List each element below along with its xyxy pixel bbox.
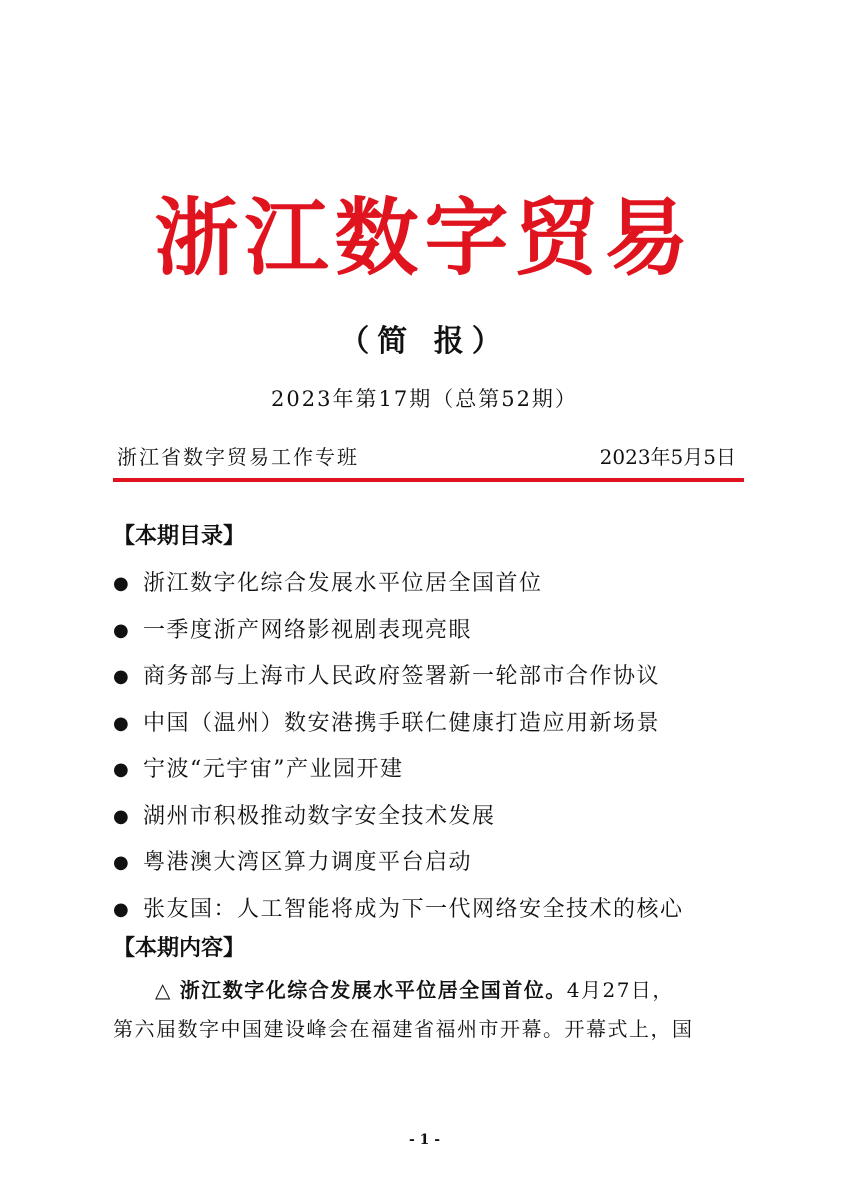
bullet-dot-icon: ● [113,619,131,641]
bullet-dot-icon: ● [113,573,131,594]
bullet-dot-icon: ● [113,712,131,734]
toc-item[interactable] [113,799,753,846]
toc-item[interactable] [113,659,753,706]
toc-heading: 【本期目录】 [113,524,246,549]
triangle-icon: △ [155,978,172,1002]
issue-number: 2023年第17期（总第52期） [271,387,578,411]
bullet-dot-icon: ● [113,898,131,920]
page-number: - 1 - [408,1132,441,1148]
bullet-dot-icon: ● [113,759,131,780]
masthead-title: 浙江数字贸易 [154,188,695,287]
bulletin-subtitle: （简 报） [339,324,510,359]
table-of-contents [113,566,753,938]
red-divider [113,478,744,482]
content-heading: 【本期内容】 [113,936,246,961]
article-lead-paragraph [113,975,745,1005]
bullet-dot-icon: ● [113,666,131,687]
toc-item-label: 中国（温州）数安港携手联仁健康打造应用新场景 [143,710,661,736]
toc-item-label: 浙江数字化综合发展水平位居全国首位 [143,571,543,596]
issuer: 浙江省数字贸易工作专班 [117,445,359,469]
toc-item[interactable] [113,613,753,660]
toc-item[interactable] [113,752,753,799]
toc-item[interactable] [113,566,753,613]
toc-item-label: 一季度浙产网络影视剧表现亮眼 [143,617,473,643]
toc-item-label: 宁波“元宇宙”产业园开建 [143,757,404,782]
toc-item[interactable] [113,706,753,753]
article-title: 浙江数字化综合发展水平位居全国首位。 [179,978,567,1002]
issue-date: 2023年5月5日 [599,445,736,469]
article-text-line: 第六届数字中国建设峰会在福建省福州市开幕。开幕式上，国 [113,1017,694,1041]
toc-item-label: 张友国：人工智能将成为下一代网络安全技术的核心 [143,896,684,922]
bullet-dot-icon: ● [113,852,131,873]
bullet-dot-icon: ● [113,805,131,827]
toc-item[interactable] [113,892,753,939]
article-text: 4月27日， [566,978,674,1002]
toc-item[interactable] [113,845,753,892]
toc-item-label: 商务部与上海市人民政府签署新一轮部市合作协议 [143,664,661,689]
toc-item-label: 粤港澳大湾区算力调度平台启动 [143,850,473,875]
toc-item-label: 湖州市积极推动数字安全技术发展 [143,803,496,829]
